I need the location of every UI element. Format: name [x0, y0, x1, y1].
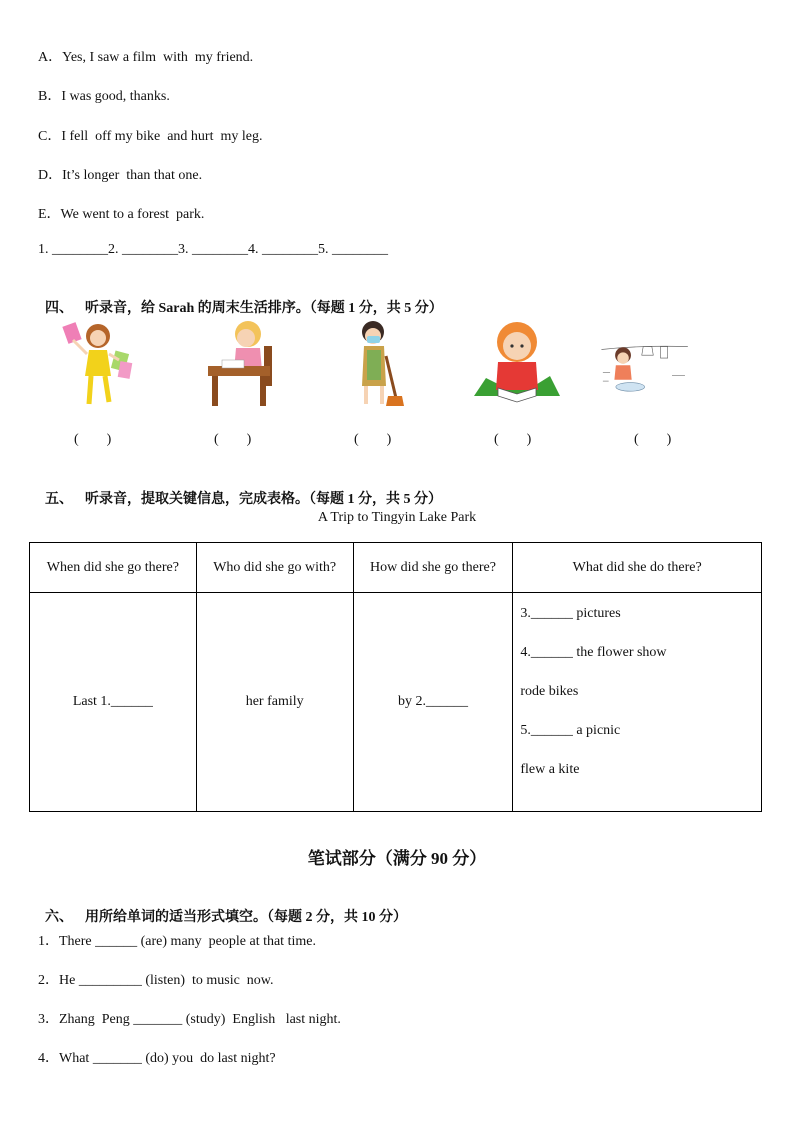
order-blank-1[interactable]: ( )	[74, 432, 112, 447]
answer-line: 1. ________2. ________3. ________4. ________5. ________	[38, 242, 388, 257]
order-blank-4[interactable]: ( )	[494, 432, 532, 447]
option-c: C．I fell off my bike and hurt my leg.	[38, 129, 263, 144]
shopping-girl-picture	[53, 316, 143, 411]
cell-who: her family	[196, 593, 353, 812]
option-e: E．We went to a forest park.	[38, 207, 205, 222]
option-b: B．I was good, thanks.	[38, 89, 170, 104]
cleaning-girl-picture	[340, 316, 430, 411]
activity-item: flew a kite	[520, 762, 580, 777]
fill-question-3[interactable]: 3．Zhang Peng _______ (study) English last night.	[38, 1012, 341, 1027]
activity-item[interactable]: 3.______ pictures	[520, 606, 621, 621]
washing-girl-picture	[600, 316, 690, 411]
order-blank-3[interactable]: ( )	[354, 432, 392, 447]
homework-girl-picture	[200, 316, 290, 411]
order-blank-5[interactable]: ( )	[634, 432, 672, 447]
written-part-title: 笔试部分（满分 90 分）	[307, 849, 487, 868]
section-5-title: 听录音，提取关键信息，完成表格。（每题 1 分，共 5 分）	[85, 492, 442, 507]
section-4-title: 听录音，给 Sarah 的周末生活排序。（每题 1 分，共 5 分）	[85, 301, 443, 316]
fill-question-4[interactable]: 4．What _______ (do) you do last night?	[38, 1051, 276, 1066]
section-6-number: 六、	[45, 910, 73, 925]
section-6-title: 用所给单词的适当形式填空。（每题 2 分，共 10 分）	[85, 910, 407, 925]
section-4-number: 四、	[45, 301, 73, 316]
header-when: When did she go there?	[30, 543, 197, 593]
table-caption: A Trip to Tingyin Lake Park	[317, 510, 477, 525]
section-5-number: 五、	[45, 492, 73, 507]
fill-question-2[interactable]: 2．He _________ (listen) to music now.	[38, 973, 274, 988]
reading-girl-picture	[472, 316, 562, 411]
cell-when[interactable]: Last 1.______	[30, 593, 197, 812]
order-blank-2[interactable]: ( )	[214, 432, 252, 447]
cell-activities	[513, 593, 762, 812]
header-who: Who did she go with?	[196, 543, 353, 593]
header-how: How did she go there?	[353, 543, 513, 593]
section-4-heading	[38, 281, 443, 317]
option-d: D．It’s longer than that one.	[38, 168, 203, 183]
table-header-row	[30, 543, 762, 593]
option-a: A．Yes, I saw a film with my friend.	[38, 50, 254, 65]
table-row	[30, 593, 762, 812]
trip-table	[29, 542, 762, 812]
cell-how[interactable]: by 2.______	[353, 593, 513, 812]
section-5-heading	[38, 472, 442, 508]
activity-item[interactable]: 5.______ a picnic	[520, 723, 621, 738]
fill-question-1[interactable]: 1．There ______ (are) many people at that time.	[38, 934, 316, 949]
activity-item[interactable]: 4.______ the flower show	[520, 645, 667, 660]
activity-item: rode bikes	[520, 684, 579, 699]
section-6-heading	[38, 890, 407, 926]
header-what: What did she do there?	[513, 543, 762, 593]
